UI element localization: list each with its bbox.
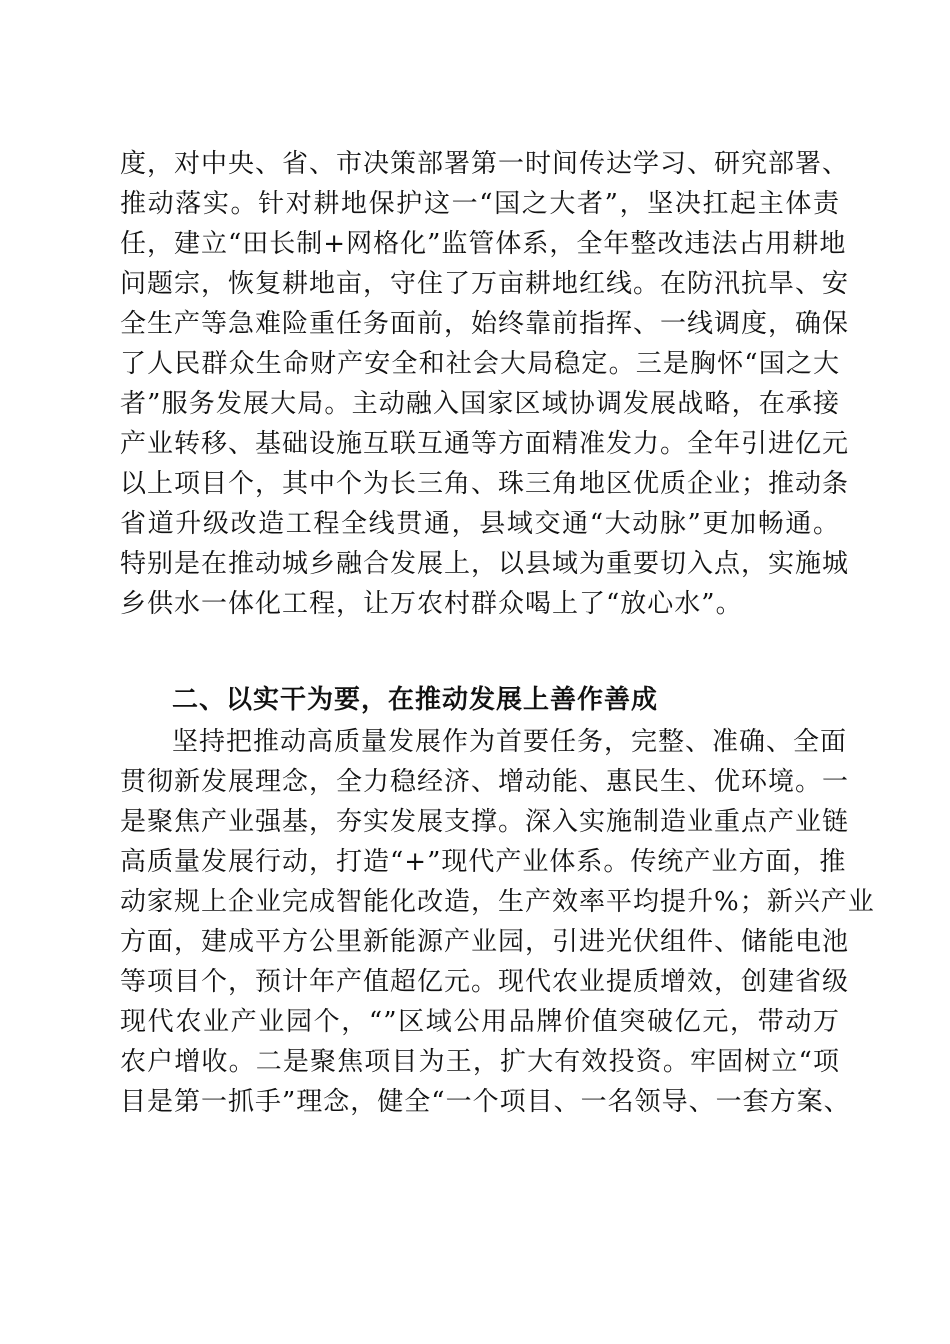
body-paragraph-2 [120, 722, 875, 1122]
paragraph-line: 方面，建成平方公里新能源产业园，引进光伏组件、储能电池 [120, 927, 850, 957]
section-heading [120, 680, 840, 720]
paragraph-line: 省道升级改造工程全线贯通，县域交通“大动脉”更加畅通。 [120, 509, 840, 539]
paragraph-line: 产业转移、基础设施互联互通等方面精准发力。全年引进亿元 [120, 429, 850, 459]
paragraph-line: 问题宗，恢复耕地亩，守住了万亩耕地红线。在防汛抗旱、安 [120, 269, 850, 299]
paragraph-line: 动家规上企业完成智能化改造，生产效率平均提升%；新兴产业 [120, 887, 875, 917]
paragraph-line: 推动落实。针对耕地保护这一“国之大者”，坚决扛起主体责 [120, 189, 840, 219]
paragraph-line: 目是第一抓手”理念，健全“一个项目、一名领导、一套方案、 [120, 1087, 851, 1117]
paragraph-line: 乡供水一体化工程，让万农村群众喝上了“放心水”。 [120, 589, 743, 619]
paragraph-line: 特别是在推动城乡融合发展上，以县域为重要切入点，实施城 [120, 549, 850, 579]
paragraph-line: 贯彻新发展理念，全力稳经济、增动能、惠民生、优环境。一 [120, 767, 850, 797]
paragraph-line: 以上项目个，其中个为长三角、珠三角地区优质企业；推动条 [120, 469, 850, 499]
section-heading-text: 二、以实干为要，在推动发展上善作善成 [172, 685, 659, 715]
paragraph-line: 现代农业产业园个，“”区域公用品牌价值突破亿元，带动万 [120, 1007, 840, 1037]
paragraph-line: 农户增收。二是聚焦项目为王，扩大有效投资。牢固树立“项 [120, 1047, 840, 1077]
paragraph-line: 坚持把推动高质量发展作为首要任务，完整、准确、全面 [172, 727, 848, 757]
paragraph-line: 者”服务发展大局。主动融入国家区域协调发展战略，在承接 [120, 389, 840, 419]
paragraph-line: 是聚焦产业强基，夯实发展支撑。深入实施制造业重点产业链 [120, 807, 850, 837]
body-paragraph-1 [120, 144, 850, 624]
paragraph-line: 全生产等急难险重任务面前，始终靠前指挥、一线调度，确保 [120, 309, 850, 339]
paragraph-line: 任，建立“田长制+网格化”监管体系，全年整改违法占用耕地 [120, 229, 847, 259]
paragraph-line: 了人民群众生命财产安全和社会大局稳定。三是胸怀“国之大 [120, 349, 840, 379]
paragraph-line: 等项目个，预计年产值超亿元。现代农业提质增效，创建省级 [120, 967, 850, 997]
paragraph-line: 度，对中央、省、市决策部署第一时间传达学习、研究部署、 [120, 149, 850, 179]
paragraph-line: 高质量发展行动，打造“+”现代产业体系。传统产业方面，推 [120, 847, 847, 877]
